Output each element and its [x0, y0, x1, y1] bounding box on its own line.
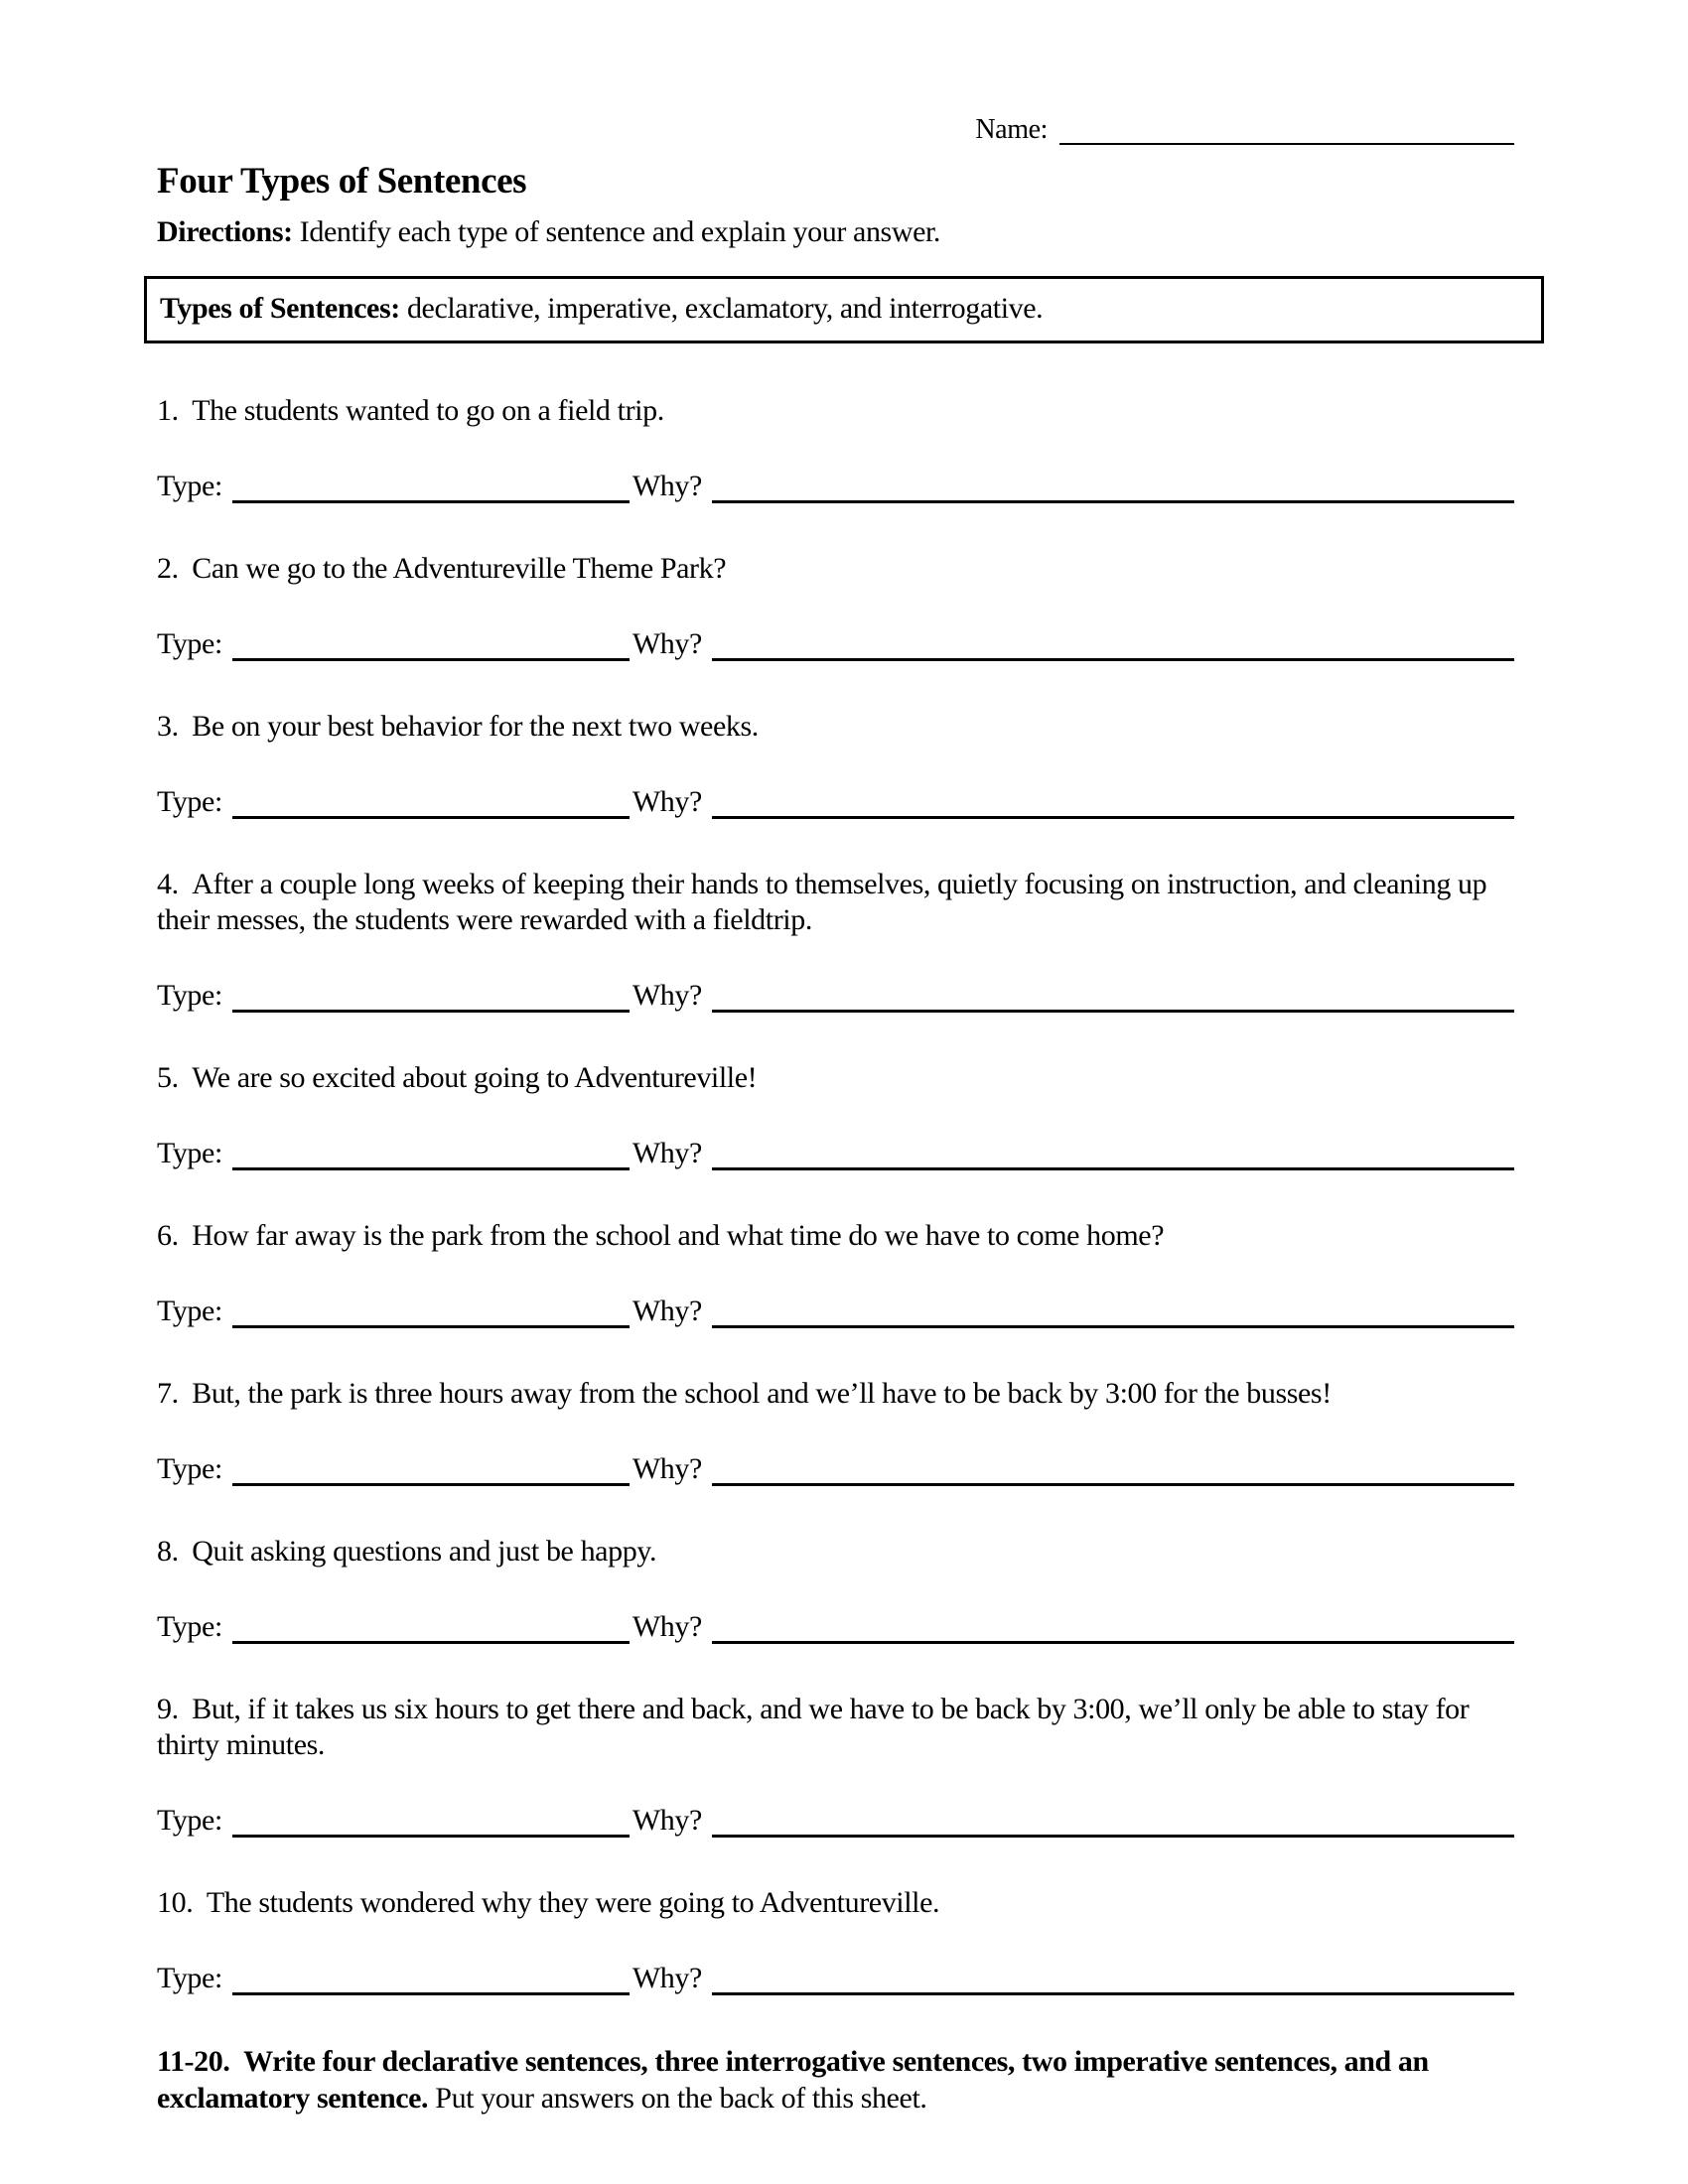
- why-label: Why?: [632, 1610, 702, 1643]
- answer-row: [157, 1801, 1514, 1838]
- answer-row: [157, 1959, 1514, 1995]
- page-title: Four Types of Sentences: [157, 161, 527, 202]
- why-answer-blank[interactable]: [712, 1292, 1514, 1328]
- answer-row: [157, 782, 1514, 819]
- why-answer-blank[interactable]: [712, 976, 1514, 1013]
- question-block: [157, 1376, 1514, 1486]
- name-answer-blank[interactable]: [1059, 115, 1514, 145]
- type-answer-blank[interactable]: [232, 1134, 630, 1170]
- question-text: [157, 1060, 1514, 1096]
- why-answer-blank[interactable]: [712, 624, 1514, 661]
- type-label: Type:: [157, 627, 222, 660]
- question-number: 2.: [157, 552, 179, 585]
- question-text: [157, 1885, 1514, 1921]
- question-text: [157, 867, 1514, 938]
- answer-row: [157, 624, 1514, 661]
- type-label: Type:: [157, 1962, 222, 1994]
- question-text: [157, 709, 1514, 745]
- answer-row: [157, 467, 1514, 503]
- question-sentence: We are so excited about going to Adventureville!: [192, 1061, 758, 1094]
- question-number: 9.: [157, 1693, 179, 1725]
- answer-row: [157, 1134, 1514, 1170]
- answer-row: [157, 1449, 1514, 1486]
- type-answer-blank[interactable]: [232, 976, 630, 1013]
- types-of-sentences-box: [144, 276, 1544, 343]
- why-answer-blank[interactable]: [712, 1449, 1514, 1486]
- question-text: [157, 1218, 1514, 1254]
- question-block: [157, 1534, 1514, 1644]
- type-label: Type:: [157, 785, 222, 818]
- type-answer-blank[interactable]: [232, 467, 630, 503]
- question-text: [157, 1534, 1514, 1570]
- type-answer-blank[interactable]: [232, 624, 630, 661]
- why-label: Why?: [632, 470, 702, 502]
- directions-label: Directions:: [157, 215, 293, 248]
- why-label: Why?: [632, 627, 702, 660]
- question-block: [157, 551, 1514, 661]
- question-sentence: After a couple long weeks of keeping their hands to themselves, quietly focusing on instruction, and cleaning up their messes, the students were rewarded with a fieldtrip.: [157, 868, 1487, 936]
- answer-row: [157, 976, 1514, 1013]
- answer-row: [157, 1292, 1514, 1328]
- question-text: [157, 551, 1514, 587]
- question-sentence: The students wondered why they were going to Adventureville.: [206, 1886, 940, 1919]
- type-label: Type:: [157, 979, 222, 1012]
- types-box-label: Types of Sentences:: [160, 292, 400, 325]
- question-number: 10.: [157, 1886, 194, 1919]
- question-text: [157, 1692, 1514, 1763]
- footer-regular-text: Put your answers on the back of this sheet.: [435, 2082, 927, 2115]
- name-label: Name:: [975, 114, 1048, 145]
- question-block: [157, 1060, 1514, 1170]
- question-block: [157, 709, 1514, 819]
- question-number: 5.: [157, 1061, 179, 1094]
- question-block: [157, 1885, 1514, 1995]
- question-sentence: Can we go to the Adventureville Theme Park?: [192, 552, 727, 585]
- question-block: [157, 1218, 1514, 1328]
- why-answer-blank[interactable]: [712, 467, 1514, 503]
- question-number: 4.: [157, 868, 179, 900]
- why-label: Why?: [632, 1452, 702, 1485]
- question-number: 7.: [157, 1377, 179, 1410]
- type-answer-blank[interactable]: [232, 1959, 630, 1995]
- page-content: [157, 0, 1514, 2116]
- question-sentence: How far away is the park from the school and what time do we have to come home?: [192, 1219, 1165, 1252]
- why-answer-blank[interactable]: [712, 1607, 1514, 1644]
- directions: [157, 214, 1514, 250]
- type-answer-blank[interactable]: [232, 1607, 630, 1644]
- question-number: 8.: [157, 1535, 179, 1568]
- question-text: [157, 393, 1514, 429]
- why-label: Why?: [632, 1295, 702, 1327]
- why-label: Why?: [632, 1804, 702, 1837]
- type-label: Type:: [157, 1610, 222, 1643]
- why-label: Why?: [632, 785, 702, 818]
- answer-row: [157, 1607, 1514, 1644]
- why-answer-blank[interactable]: [712, 1959, 1514, 1995]
- type-label: Type:: [157, 1295, 222, 1327]
- footer-bold-text: 11-20. Write four declarative sentences, three interrogative sentences, two imperative sentences, and an exclamatory sentence.: [157, 2045, 1436, 2115]
- type-answer-blank[interactable]: [232, 1801, 630, 1838]
- question-text: [157, 1376, 1514, 1412]
- footer-instructions: [157, 2043, 1514, 2116]
- question-sentence: But, if it takes us six hours to get there and back, and we have to be back by 3:00, we’ll only be able to stay for thirty minutes.: [157, 1693, 1470, 1761]
- types-box-text: declarative, imperative, exclamatory, and interrogative.: [406, 292, 1044, 325]
- why-answer-blank[interactable]: [712, 1801, 1514, 1838]
- type-label: Type:: [157, 1452, 222, 1485]
- question-sentence: But, the park is three hours away from the school and we’ll have to be back by 3:00 for the busses!: [192, 1377, 1332, 1410]
- type-label: Type:: [157, 1137, 222, 1169]
- question-number: 3.: [157, 710, 179, 743]
- why-label: Why?: [632, 979, 702, 1012]
- question-sentence: Quit asking questions and just be happy.: [192, 1535, 657, 1568]
- question-sentence: Be on your best behavior for the next two weeks.: [192, 710, 759, 743]
- question-number: 1.: [157, 394, 179, 427]
- type-answer-blank[interactable]: [232, 782, 630, 819]
- type-label: Type:: [157, 1804, 222, 1837]
- question-block: [157, 1692, 1514, 1838]
- question-block: [157, 393, 1514, 503]
- question-block: [157, 867, 1514, 1013]
- question-sentence: The students wanted to go on a field trip.: [192, 394, 664, 427]
- why-label: Why?: [632, 1962, 702, 1994]
- question-number: 6.: [157, 1219, 179, 1252]
- why-answer-blank[interactable]: [712, 782, 1514, 819]
- why-answer-blank[interactable]: [712, 1134, 1514, 1170]
- type-answer-blank[interactable]: [232, 1292, 630, 1328]
- questions-list: [157, 393, 1514, 1995]
- directions-text: Identify each type of sentence and explain your answer.: [299, 215, 941, 248]
- name-row: [157, 0, 1514, 145]
- type-answer-blank[interactable]: [232, 1449, 630, 1486]
- type-label: Type:: [157, 470, 222, 502]
- why-label: Why?: [632, 1137, 702, 1169]
